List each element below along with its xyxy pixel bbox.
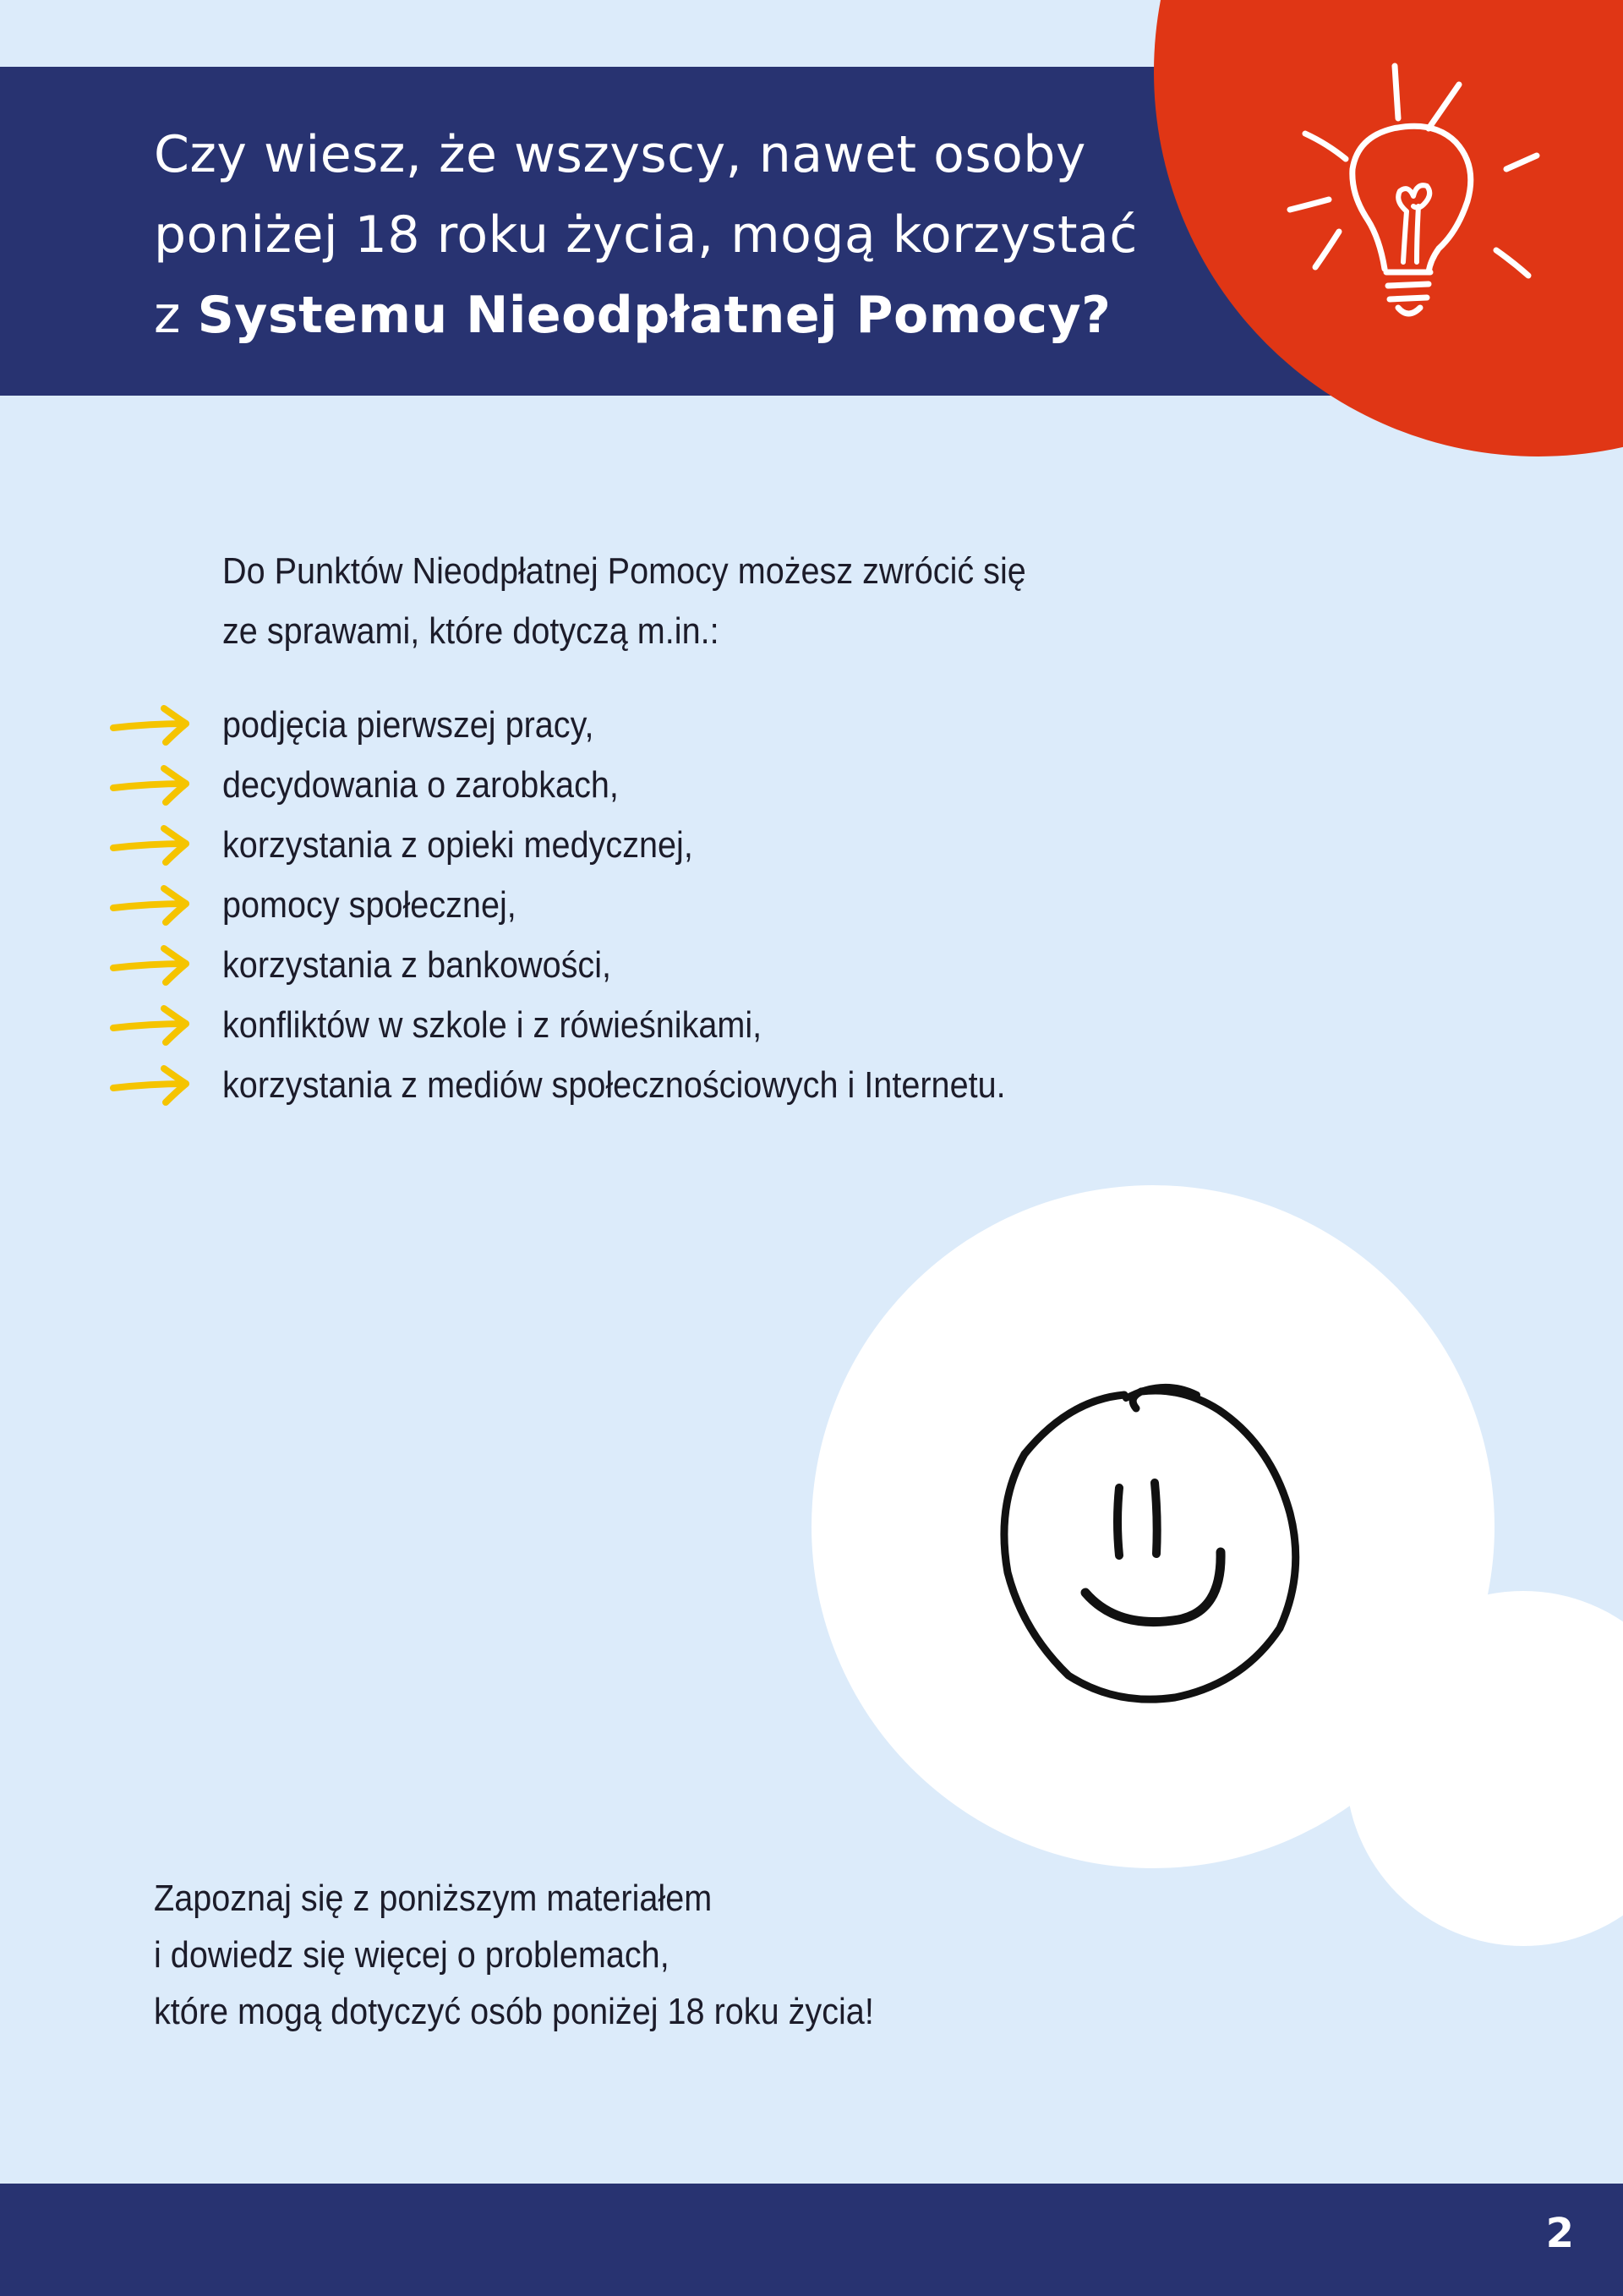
- footer-band: [0, 2184, 1623, 2296]
- arrow-right-icon: [108, 943, 193, 987]
- arrow-right-icon: [108, 1063, 193, 1107]
- page-title: [154, 115, 1168, 356]
- list-item: [0, 935, 1623, 995]
- list-item: [0, 995, 1623, 1055]
- title-line: [154, 276, 1168, 356]
- outro-line: i dowiedz się więcej o problemach,: [154, 1934, 669, 1976]
- title-line: poniżej 18 roku życia, mogą korzystać: [154, 205, 1138, 265]
- outro-line: które mogą dotyczyć osób poniżej 18 roku życia!: [154, 1991, 874, 2032]
- list-item-text: decydowania o zarobkach,: [222, 764, 619, 806]
- intro-line: ze sprawami, które dotyczą m.in.:: [222, 610, 719, 652]
- intro-line: Do Punktów Nieodpłatnej Pomocy możesz zwrócić się: [222, 550, 1026, 592]
- arrow-right-icon: [108, 703, 193, 747]
- page-number: 2: [1545, 2210, 1574, 2257]
- lightbulb-icon: [1268, 51, 1589, 355]
- intro-paragraph: [222, 541, 1237, 661]
- smiley-face-icon: [997, 1361, 1310, 1716]
- list-item: [0, 815, 1623, 875]
- list-item: [0, 695, 1623, 755]
- arrow-right-icon: [108, 823, 193, 867]
- arrow-right-icon: [108, 883, 193, 927]
- arrow-right-icon: [108, 1003, 193, 1047]
- topic-list: [0, 695, 1623, 1115]
- title-line: Czy wiesz, że wszyscy, nawet osoby: [154, 125, 1086, 184]
- list-item-text: podjęcia pierwszej pracy,: [222, 704, 594, 746]
- list-item-text: pomocy społecznej,: [222, 884, 516, 926]
- list-item-text: korzystania z bankowości,: [222, 944, 612, 986]
- list-item: [0, 755, 1623, 815]
- title-highlight: Systemu Nieodpłatnej Pomocy?: [197, 286, 1112, 345]
- arrow-right-icon: [108, 763, 193, 807]
- list-item-text: konfliktów w szkole i z rówieśnikami,: [222, 1004, 762, 1046]
- list-item-text: korzystania z opieki medycznej,: [222, 824, 693, 866]
- list-item: [0, 875, 1623, 935]
- title-prefix: z: [154, 286, 198, 345]
- list-item-text: korzystania z mediów społecznościowych i Internetu.: [222, 1064, 1006, 1106]
- outro-paragraph: [154, 1870, 1337, 2040]
- list-item: [0, 1055, 1623, 1115]
- outro-line: Zapoznaj się z poniższym materiałem: [154, 1878, 713, 1919]
